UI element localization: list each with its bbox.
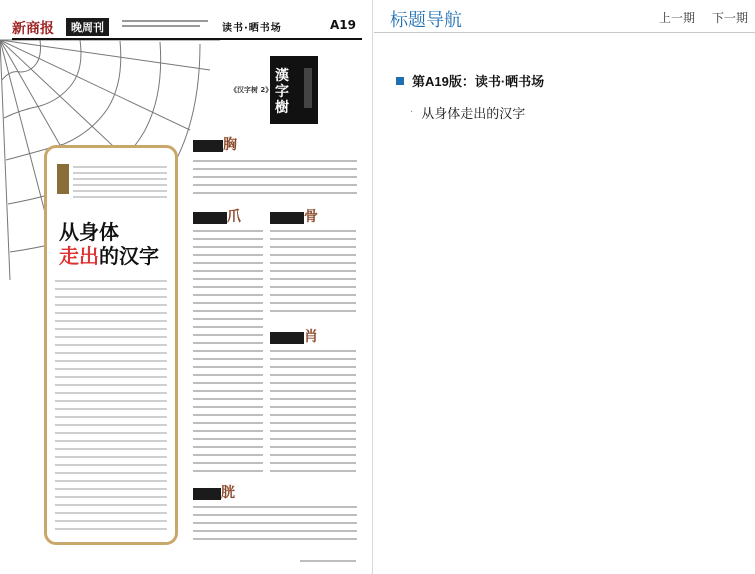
column-header bbox=[270, 209, 318, 225]
col-line bbox=[270, 358, 356, 360]
body-line bbox=[55, 440, 167, 442]
newspaper-badge: 晚周刊 bbox=[66, 18, 109, 36]
col-line bbox=[193, 390, 263, 392]
newspaper-page-image[interactable] bbox=[0, 0, 373, 574]
book-caption-title: 《汉字树 2》 bbox=[230, 86, 273, 94]
column-header bbox=[270, 329, 318, 345]
col-line bbox=[193, 358, 263, 360]
col-line bbox=[193, 326, 263, 328]
lead-text-line bbox=[73, 172, 167, 174]
col-line bbox=[270, 414, 356, 416]
body-line bbox=[55, 480, 167, 482]
col-line bbox=[193, 318, 263, 320]
col-line bbox=[193, 168, 357, 170]
col-line bbox=[270, 462, 356, 464]
previous-issue-link[interactable]: 上一期 bbox=[659, 11, 696, 25]
body-line bbox=[55, 320, 167, 322]
column-header bbox=[193, 137, 237, 153]
lead-text-line bbox=[73, 178, 167, 180]
body-line bbox=[55, 512, 167, 514]
square-bullet-icon bbox=[396, 77, 404, 85]
article-link-label: 从身体走出的汉字 bbox=[421, 106, 526, 121]
headline-navigation-panel bbox=[374, 0, 755, 574]
col-line bbox=[193, 398, 263, 400]
body-line bbox=[55, 312, 167, 314]
col-line bbox=[193, 438, 263, 440]
column-glyph: 胸 bbox=[223, 137, 237, 153]
masthead-rule bbox=[12, 38, 362, 40]
section-heading bbox=[396, 71, 544, 90]
column-header bbox=[193, 485, 235, 501]
col-line bbox=[300, 560, 356, 562]
col-line bbox=[270, 366, 356, 368]
col-line bbox=[193, 446, 263, 448]
article-title-highlight: 走出 bbox=[59, 244, 99, 268]
book-caption bbox=[230, 86, 272, 95]
col-line bbox=[193, 430, 263, 432]
body-line bbox=[55, 304, 167, 306]
col-line bbox=[270, 446, 356, 448]
col-line bbox=[270, 350, 356, 352]
book-cover-title: 漢字樹 bbox=[275, 68, 291, 116]
col-line bbox=[270, 398, 356, 400]
body-line bbox=[55, 504, 167, 506]
book-cover-stripe bbox=[304, 68, 312, 108]
newspaper-section: 读书·晒书场 bbox=[222, 23, 282, 34]
panel-header bbox=[374, 0, 755, 33]
col-line bbox=[270, 262, 356, 264]
column-glyph: 肖 bbox=[304, 329, 318, 345]
lead-text-line bbox=[73, 184, 167, 186]
col-line bbox=[193, 334, 263, 336]
col-line bbox=[193, 278, 263, 280]
col-line bbox=[193, 538, 357, 540]
next-issue-link[interactable]: 下一期 bbox=[712, 11, 749, 25]
col-line bbox=[193, 286, 263, 288]
col-line bbox=[193, 254, 263, 256]
body-line bbox=[55, 336, 167, 338]
col-line bbox=[270, 270, 356, 272]
lead-tag bbox=[57, 164, 69, 194]
article-title-rest: 的汉字 bbox=[99, 244, 159, 268]
col-line bbox=[270, 230, 356, 232]
body-line bbox=[55, 288, 167, 290]
col-line bbox=[193, 422, 263, 424]
body-line bbox=[55, 368, 167, 370]
body-line bbox=[55, 352, 167, 354]
col-line bbox=[193, 462, 263, 464]
col-line bbox=[193, 414, 263, 416]
col-line bbox=[270, 382, 356, 384]
col-line bbox=[193, 374, 263, 376]
masthead-meta bbox=[122, 18, 208, 27]
newspaper-page-number: A19 bbox=[330, 18, 356, 32]
col-line bbox=[270, 406, 356, 408]
col-line bbox=[193, 230, 263, 232]
body-line bbox=[55, 528, 167, 530]
body-line bbox=[55, 400, 167, 402]
col-line bbox=[270, 238, 356, 240]
article-lead-box bbox=[44, 145, 178, 545]
dot-bullet-icon: · bbox=[410, 107, 414, 118]
column-header bbox=[193, 209, 241, 225]
col-line bbox=[193, 382, 263, 384]
col-line bbox=[193, 176, 357, 178]
col-line bbox=[193, 406, 263, 408]
col-line bbox=[270, 454, 356, 456]
body-line bbox=[55, 520, 167, 522]
col-line bbox=[193, 350, 263, 352]
body-line bbox=[55, 432, 167, 434]
col-line bbox=[270, 302, 356, 304]
col-line bbox=[270, 390, 356, 392]
col-line bbox=[193, 238, 263, 240]
col-line bbox=[193, 522, 357, 524]
body-line bbox=[55, 376, 167, 378]
col-line bbox=[270, 286, 356, 288]
body-line bbox=[55, 280, 167, 282]
col-line bbox=[193, 262, 263, 264]
article-title-line2 bbox=[59, 240, 159, 269]
body-line bbox=[55, 416, 167, 418]
body-line bbox=[55, 496, 167, 498]
body-line bbox=[55, 424, 167, 426]
col-line bbox=[270, 470, 356, 472]
col-line bbox=[193, 192, 357, 194]
body-line bbox=[55, 328, 167, 330]
body-line bbox=[55, 464, 167, 466]
lead-text-line bbox=[73, 190, 167, 192]
col-line bbox=[193, 294, 263, 296]
col-line bbox=[193, 270, 263, 272]
col-line bbox=[193, 184, 357, 186]
col-line bbox=[193, 530, 357, 532]
col-line bbox=[193, 366, 263, 368]
lead-text-line bbox=[73, 166, 167, 168]
column-glyph: 胱 bbox=[221, 485, 235, 501]
col-line bbox=[270, 278, 356, 280]
column-glyph: 爪 bbox=[227, 209, 241, 225]
newspaper-masthead bbox=[12, 16, 362, 38]
col-line bbox=[270, 246, 356, 248]
col-line bbox=[193, 160, 357, 162]
body-line bbox=[55, 472, 167, 474]
lead-text-line bbox=[73, 196, 167, 198]
newspaper-brand: 新商报 bbox=[12, 21, 54, 37]
body-line bbox=[55, 296, 167, 298]
body-line bbox=[55, 392, 167, 394]
col-line bbox=[193, 302, 263, 304]
col-line bbox=[193, 246, 263, 248]
col-line bbox=[270, 430, 356, 432]
body-line bbox=[55, 408, 167, 410]
article-title-line1: 从身体 bbox=[59, 220, 119, 244]
col-line bbox=[270, 374, 356, 376]
col-line bbox=[270, 422, 356, 424]
body-line bbox=[55, 384, 167, 386]
column-glyph: 骨 bbox=[304, 209, 318, 225]
body-line bbox=[55, 448, 167, 450]
body-line bbox=[55, 360, 167, 362]
col-line bbox=[193, 506, 357, 508]
col-line bbox=[193, 514, 357, 516]
body-line bbox=[55, 488, 167, 490]
col-line bbox=[193, 470, 263, 472]
article-link[interactable] bbox=[410, 103, 525, 122]
body-line bbox=[55, 456, 167, 458]
col-line bbox=[193, 342, 263, 344]
book-cover bbox=[270, 56, 318, 124]
col-line bbox=[270, 294, 356, 296]
col-line bbox=[193, 310, 263, 312]
body-line bbox=[55, 344, 167, 346]
col-line bbox=[270, 310, 356, 312]
panel-title: 标题导航 bbox=[390, 10, 462, 30]
col-line bbox=[193, 454, 263, 456]
col-line bbox=[270, 438, 356, 440]
section-title: 第A19版：读书·晒书场 bbox=[412, 74, 545, 89]
col-line bbox=[270, 254, 356, 256]
